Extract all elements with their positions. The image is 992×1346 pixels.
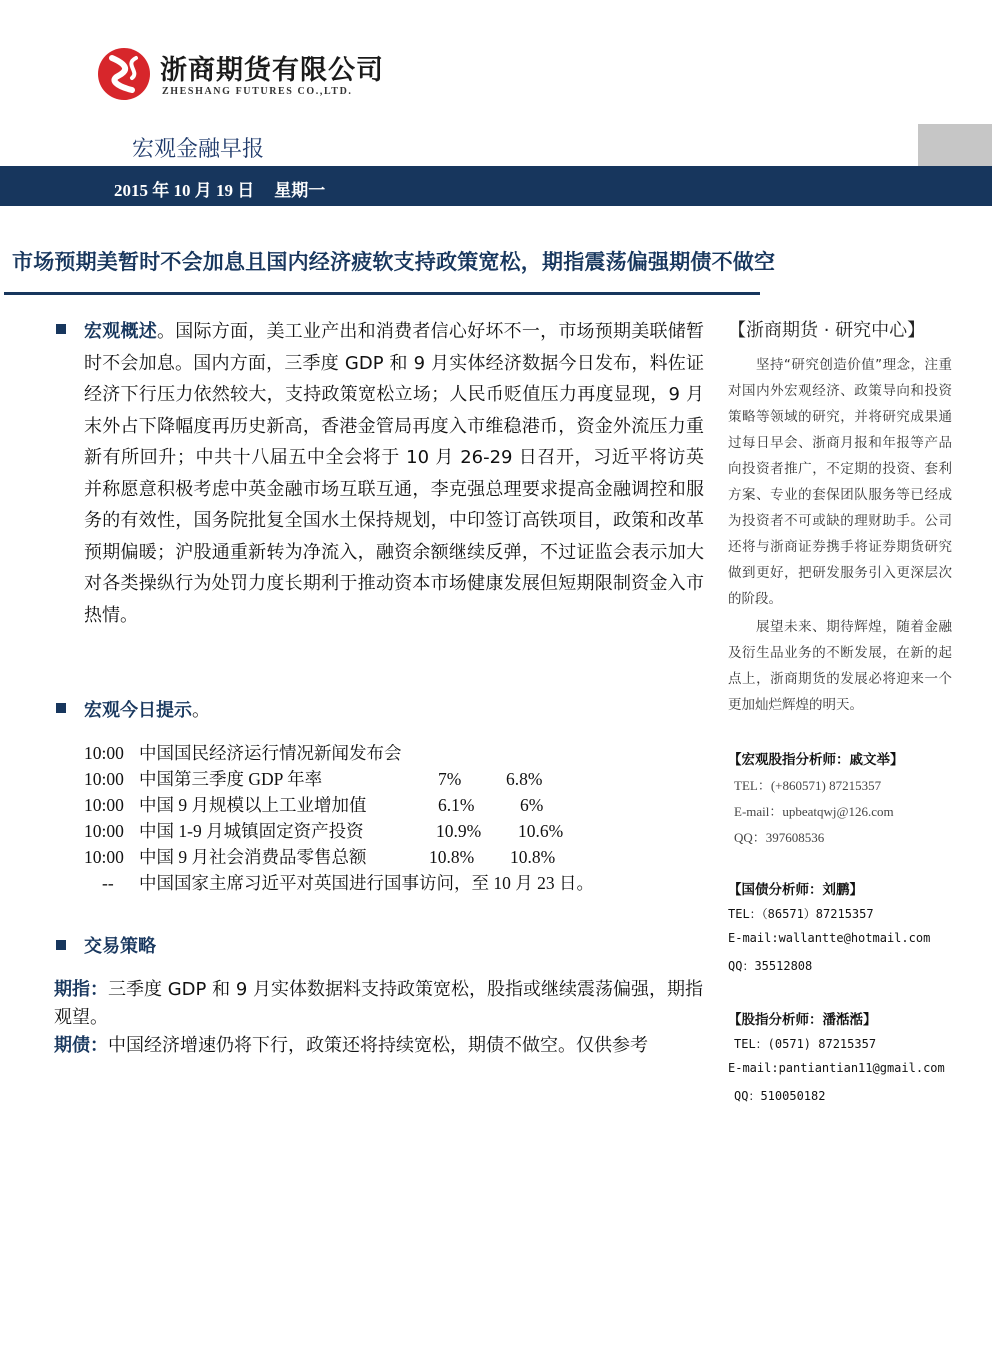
bullet-square-icon — [56, 703, 66, 713]
analyst-email[interactable]: E-mail:pantiantian11@gmail.com — [728, 1061, 945, 1075]
analyst-qq: QQ：397608536 — [734, 830, 825, 845]
analyst-qq: QQ：510050182 — [734, 1089, 826, 1103]
bullet-square-icon — [56, 324, 66, 334]
event-name: 中国 9 月规模以上工业增加值 — [139, 795, 367, 815]
strategy-section-title: 交易策略 — [84, 936, 156, 957]
company-name-en: ZHESHANG FUTURES CO.,LTD. — [162, 86, 353, 97]
today-title-suffix: 。 — [192, 700, 210, 721]
analyst-tel: TEL：（86571）87215357 — [728, 907, 874, 921]
event-time: 10:00 — [84, 795, 124, 815]
research-center-heading: 【浙商期货 · 研究中心】 — [728, 320, 926, 341]
company-name-cn: 浙商期货有限公司 — [160, 55, 384, 86]
futures-label: 期指： — [54, 979, 108, 1000]
overview-lead: 宏观概述 — [84, 321, 157, 342]
event-name: 中国第三季度 GDP 年率 — [139, 769, 323, 789]
research-center-outlook: 展望未来、期待辉煌，随着金融及衍生品业务的不断发展，在新的起点上，浙商期货的发展必将迎来一个更加灿烂辉煌的明天。 — [728, 619, 952, 713]
event-time: 10:00 — [84, 769, 124, 789]
event-time: 10:00 — [84, 847, 124, 867]
futures-text: 三季度 GDP 和 9 月实体数据料支持政策宽松，股指或继续震荡偏强，期指观望。 — [54, 979, 703, 1028]
analyst-email[interactable]: E-mail:wallantte@hotmail.com — [728, 931, 931, 945]
weekday-value: 星期一 — [274, 181, 326, 200]
strategy-body — [54, 976, 704, 1060]
note-dash: -- — [102, 873, 114, 893]
macro-overview-paragraph — [84, 316, 704, 631]
strategy-bonds — [54, 1032, 704, 1060]
strategy-futures — [54, 976, 704, 1032]
event-expected: 10.6% — [518, 821, 564, 841]
event-name: 中国 1-9 月城镇固定资产投资 — [139, 821, 364, 841]
analyst-email[interactable]: E-mail：upbeatqwj@126.com — [734, 804, 894, 819]
date-value: 2015 年 10 月 19 日 — [114, 181, 255, 200]
corner-decoration — [918, 124, 992, 166]
event-previous: 7% — [438, 769, 462, 789]
analyst-qq: QQ：35512808 — [728, 959, 813, 973]
headline-divider — [4, 292, 760, 295]
analyst-tel: TEL：(+860571) 87215357 — [734, 778, 882, 793]
report-headline: 市场预期美暂时不会加息且国内经济疲软支持政策宽松，期指震荡偏强期债不做空 — [12, 250, 776, 274]
event-expected: 6.8% — [506, 769, 543, 789]
event-previous: 10.8% — [429, 847, 475, 867]
analyst-title: 【国债分析师：刘鹏】 — [728, 882, 863, 898]
report-date — [114, 176, 345, 201]
event-time: 10:00 — [84, 743, 124, 763]
analyst-title: 【宏观股指分析师：戚文举】 — [728, 752, 904, 768]
research-center-intro: 坚持“研究创造价值”理念，注重对国内外宏观经济、政策导向和投资策略等领域的研究，并将研究成果通过每日早会、浙商月报和年报等产品向投资者推广，不定期的投资、套利方案、专业的套保团队服务等已经成为投资者不可或缺的理财助手。公司还将与浙商证券携手将证券期货研究做到更好，把研发服务引入更深层次的阶段。 — [728, 357, 952, 607]
bonds-label: 期债： — [54, 1035, 108, 1056]
event-name: 中国国家主席习近平对英国进行国事访问，至 10 月 23 日。 — [139, 873, 594, 893]
event-expected: 6% — [520, 795, 544, 815]
event-name: 中国国民经济运行情况新闻发布会 — [139, 743, 402, 763]
company-logo-icon — [96, 46, 152, 102]
event-time: 10:00 — [84, 821, 124, 841]
bullet-square-icon — [56, 940, 66, 950]
event-expected: 10.8% — [510, 847, 556, 867]
overview-body: 。国际方面，美工业产出和消费者信心好坏不一，市场预期美联储暂时不会加息。国内方面，三季度 GDP 和 9 月实体经济数据今日发布，料佐证经济下行压力依然较大，支持政策宽松立场；人民币贬值压力再度显现，9 月末外占下降幅度再历史新高，香港金管局再度入市维稳港币，资金外流压力重新有所回升；中共十八届五中全会将于 10 月 26-29 日召开，习近平将访英并称愿意积极考虑中英金融市场互联互通，李克强总理要求提高金融调控和服务的有效性，国务院批复全国水土保持规划，中印签订高铁项目，政策和改革预期偏暖；沪股通重新转为净流入，融资余额继续反弹，不过证监会表示加大对各类操纵行为处罚力度长期利于推动资本市场健康发展但短期限制资金入市热情。 — [84, 321, 705, 626]
event-previous: 10.9% — [436, 821, 482, 841]
report-type-title: 宏观金融早报 — [132, 137, 265, 162]
today-section-title — [84, 696, 210, 722]
event-name: 中国 9 月社会消费品零售总额 — [139, 847, 367, 867]
bonds-text: 中国经济增速仍将下行，政策还将持续宽松，期债不做空。仅供参考 — [108, 1035, 648, 1056]
analyst-tel: TEL：(0571) 87215357 — [734, 1037, 877, 1051]
today-title-text: 宏观今日提示 — [84, 700, 192, 721]
event-previous: 6.1% — [438, 795, 475, 815]
analyst-title: 【股指分析师：潘湉湉】 — [728, 1012, 877, 1028]
